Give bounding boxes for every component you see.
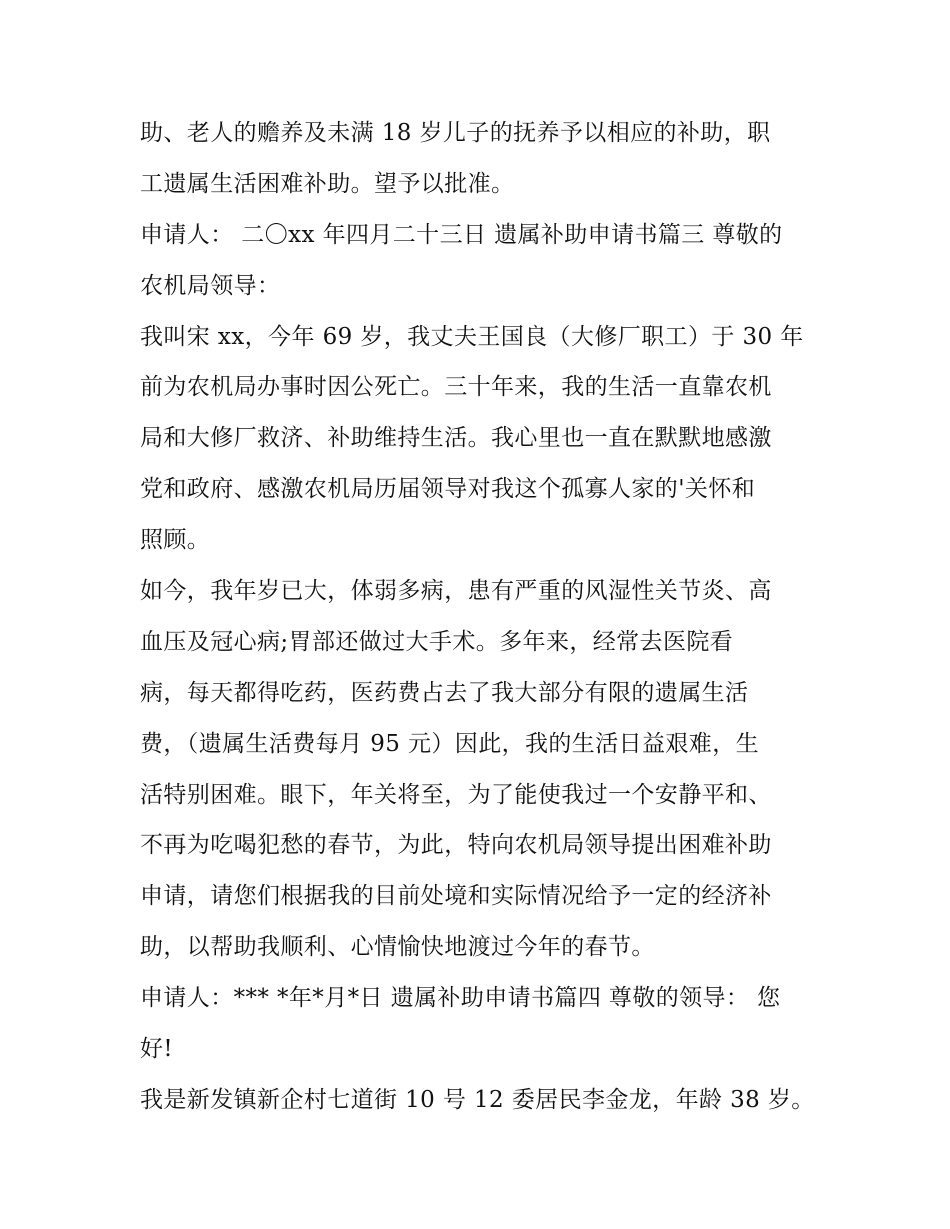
text-line: 局和大修厂救济、补助维持生活。我心里也一直在默默地感激 (140, 425, 772, 452)
text-line: 活特别困难。眼下，年关将至，为了能使我过一个安静平和、 (140, 781, 772, 808)
text-line: 申请人： 二〇xx 年四月二十三日 遗属补助申请书篇三 尊敬的 (140, 221, 783, 248)
text-line: 费，（遗属生活费每月 95 元）因此，我的生活日益艰难，生 (140, 730, 759, 757)
text-line: 我是新发镇新企村七道街 10 号 12 委居民李金龙，年龄 38 岁。 (140, 1086, 815, 1113)
text-line: 病，每天都得吃药，医药费占去了我大部分有限的遗属生活 (140, 679, 749, 706)
text-line: 不再为吃喝犯愁的春节，为此，特向农机局领导提出困难补助 (140, 832, 772, 859)
text-line: 我叫宋 xx，今年 69 岁，我丈夫王国良（大修厂职工）于 30 年 (140, 323, 804, 350)
text-line: 好! (140, 1036, 174, 1063)
text-line: 血压及冠心病;胃部还做过大手术。多年来，经常去医院看 (140, 628, 734, 655)
text-line: 申请，请您们根据我的目前处境和实际情况给予一定的经济补 (140, 883, 772, 910)
text-line: 如今，我年岁已大，体弱多病，患有严重的风湿性关节炎、高 (140, 578, 772, 605)
text-line: 申请人：*** *年*月*日 遗属补助申请书篇四 尊敬的领导： 您 (140, 985, 781, 1012)
text-line: 助，以帮助我顺利、心情愉快地渡过今年的春节。 (140, 934, 655, 961)
text-line: 助、老人的赡养及未满 18 岁儿子的抚养予以相应的补助，职 (140, 120, 771, 146)
text-line: 照顾。 (140, 527, 211, 554)
document-body (140, 108, 820, 1126)
text-line: 农机局领导： (140, 272, 281, 299)
text-line: 工遗属生活困难补助。望予以批准。 (140, 170, 515, 197)
text-line: 党和政府、感激农机局历届领导对我这个孤寡人家的'关怀和 (140, 476, 756, 503)
text-line: 前为农机局办事时因公死亡。三十年来，我的生活一直靠农机 (140, 374, 772, 401)
